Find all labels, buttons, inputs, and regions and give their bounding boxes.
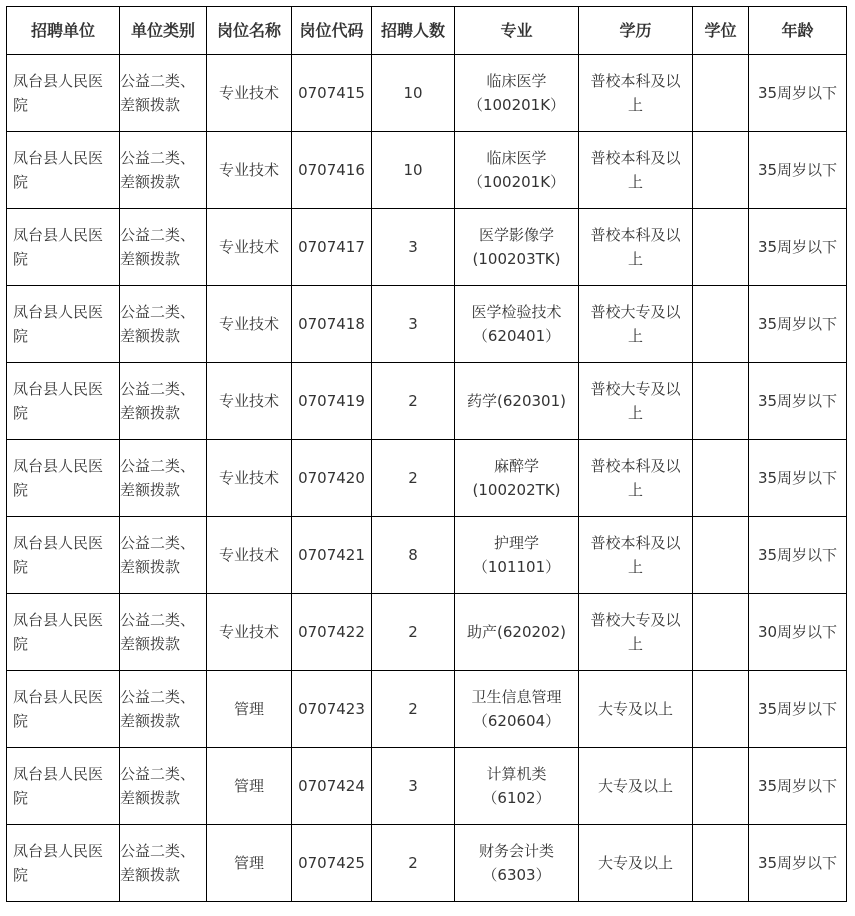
cell-category [120,440,207,517]
cell-education [579,286,693,363]
cell-category [120,55,207,132]
cell-category-line: 公益二类、 [120,380,196,398]
cell-code: 0707416 [292,132,372,209]
cell-position: 专业技术 [207,286,292,363]
cell-unit-line: 院 [13,558,29,576]
cell-major-line: （100201K） [467,173,566,191]
cell-unit-line: 凤台县人民医 [13,842,104,860]
cell-education-line: 大专及以上 [597,700,673,718]
cell-age: 35周岁以下 [749,440,847,517]
cell-category-line: 差额拨款 [120,712,181,730]
header-category: 单位类别 [120,7,207,55]
cell-unit-line: 院 [13,173,29,191]
table-row [7,286,847,363]
cell-category [120,671,207,748]
cell-unit-line: 凤台县人民医 [13,688,104,706]
cell-major [455,286,579,363]
cell-degree [693,594,749,671]
cell-position: 专业技术 [207,440,292,517]
cell-major [455,517,579,594]
cell-major-line: （620401） [472,327,561,345]
cell-code: 0707421 [292,517,372,594]
cell-major-line: 助产(620202) [467,623,566,641]
cell-education-line: 普校本科及以 [590,226,681,244]
cell-count: 10 [372,55,455,132]
cell-position: 专业技术 [207,517,292,594]
header-position: 岗位名称 [207,7,292,55]
cell-degree [693,825,749,902]
cell-unit-line: 院 [13,250,29,268]
cell-count: 2 [372,825,455,902]
header-age: 年龄 [749,7,847,55]
cell-unit [7,132,120,209]
cell-major [455,440,579,517]
cell-major-line: （620604） [472,712,561,730]
cell-code: 0707415 [292,55,372,132]
cell-unit [7,209,120,286]
table-row [7,594,847,671]
cell-major-line: （100201K） [467,96,566,114]
cell-major-line: （6303） [482,866,551,884]
cell-count: 3 [372,209,455,286]
cell-major [455,825,579,902]
cell-unit-line: 凤台县人民医 [13,72,104,90]
cell-major-line: 卫生信息管理 [471,688,562,706]
cell-age: 35周岁以下 [749,209,847,286]
cell-major-line: 药学(620301) [467,392,566,410]
table-row [7,748,847,825]
recruitment-table [6,6,847,902]
cell-age: 35周岁以下 [749,671,847,748]
header-row [7,7,847,55]
cell-category [120,594,207,671]
cell-code: 0707418 [292,286,372,363]
cell-unit-line: 院 [13,96,29,114]
cell-unit [7,363,120,440]
cell-major-line: 财务会计类 [478,842,554,860]
cell-major-line: (100202TK) [472,481,561,499]
table-row [7,132,847,209]
cell-education-line: 普校本科及以 [590,72,681,90]
cell-category [120,748,207,825]
cell-age: 30周岁以下 [749,594,847,671]
cell-degree [693,748,749,825]
cell-degree [693,440,749,517]
cell-unit-line: 凤台县人民医 [13,457,104,475]
cell-code: 0707417 [292,209,372,286]
cell-major [455,594,579,671]
cell-degree [693,517,749,594]
table-row [7,363,847,440]
cell-education-line: 普校大专及以 [590,380,681,398]
cell-position: 专业技术 [207,594,292,671]
cell-unit-line: 凤台县人民医 [13,611,104,629]
cell-unit-line: 院 [13,327,29,345]
cell-unit-line: 院 [13,481,29,499]
cell-major-line: 临床医学 [486,72,547,90]
cell-major [455,748,579,825]
header-major: 专业 [455,7,579,55]
cell-position: 专业技术 [207,132,292,209]
cell-code: 0707425 [292,825,372,902]
cell-position: 专业技术 [207,363,292,440]
cell-education-line: 上 [627,173,643,191]
cell-major-line: 临床医学 [486,149,547,167]
cell-unit-line: 院 [13,789,29,807]
cell-category [120,286,207,363]
cell-major-line: 医学检验技术 [471,303,562,321]
cell-major-line: （6102） [482,789,551,807]
cell-education-line: 大专及以上 [597,777,673,795]
cell-unit [7,517,120,594]
cell-unit-line: 院 [13,404,29,422]
header-unit: 招聘单位 [7,7,120,55]
cell-education [579,748,693,825]
cell-major [455,363,579,440]
cell-position: 专业技术 [207,55,292,132]
cell-count: 2 [372,440,455,517]
cell-unit-line: 凤台县人民医 [13,534,104,552]
cell-category-line: 差额拨款 [120,404,181,422]
cell-code: 0707420 [292,440,372,517]
cell-major-line: 护理学 [493,534,539,552]
cell-education-line: 普校本科及以 [590,534,681,552]
header-code: 岗位代码 [292,7,372,55]
cell-unit [7,286,120,363]
cell-degree [693,209,749,286]
cell-degree [693,363,749,440]
cell-code: 0707423 [292,671,372,748]
cell-code: 0707422 [292,594,372,671]
cell-position: 专业技术 [207,209,292,286]
cell-count: 3 [372,286,455,363]
cell-major-line: 医学影像学 [478,226,554,244]
cell-category [120,132,207,209]
cell-education [579,825,693,902]
cell-category-line: 公益二类、 [120,149,196,167]
cell-education-line: 上 [627,250,643,268]
cell-degree [693,132,749,209]
cell-education-line: 上 [627,481,643,499]
cell-education-line: 上 [627,635,643,653]
cell-unit [7,825,120,902]
cell-category [120,363,207,440]
cell-education-line: 普校本科及以 [590,149,681,167]
cell-category-line: 差额拨款 [120,327,181,345]
cell-education-line: 上 [627,96,643,114]
cell-education [579,440,693,517]
cell-major [455,132,579,209]
cell-major [455,55,579,132]
cell-education [579,55,693,132]
cell-category-line: 差额拨款 [120,481,181,499]
cell-unit-line: 院 [13,866,29,884]
cell-education-line: 普校本科及以 [590,457,681,475]
cell-age: 35周岁以下 [749,286,847,363]
cell-education-line: 普校大专及以 [590,303,681,321]
cell-unit-line: 凤台县人民医 [13,303,104,321]
cell-education [579,517,693,594]
cell-category [120,209,207,286]
cell-code: 0707424 [292,748,372,825]
cell-category [120,825,207,902]
table-row [7,671,847,748]
cell-major [455,671,579,748]
cell-category-line: 公益二类、 [120,226,196,244]
cell-major [455,209,579,286]
cell-category-line: 公益二类、 [120,688,196,706]
cell-category-line: 差额拨款 [120,635,181,653]
cell-education [579,132,693,209]
cell-unit-line: 院 [13,712,29,730]
header-degree: 学位 [693,7,749,55]
cell-degree [693,671,749,748]
table-row [7,825,847,902]
cell-education [579,594,693,671]
cell-education [579,209,693,286]
cell-category-line: 差额拨款 [120,558,181,576]
cell-count: 2 [372,363,455,440]
cell-unit-line: 凤台县人民医 [13,765,104,783]
cell-education-line: 大专及以上 [597,854,673,872]
table-row [7,209,847,286]
cell-category-line: 公益二类、 [120,303,196,321]
cell-education-line: 普校大专及以 [590,611,681,629]
cell-degree [693,55,749,132]
cell-unit [7,748,120,825]
cell-category-line: 公益二类、 [120,72,196,90]
cell-category-line: 差额拨款 [120,250,181,268]
cell-major-line: (100203TK) [472,250,561,268]
cell-count: 2 [372,594,455,671]
cell-category-line: 公益二类、 [120,611,196,629]
cell-unit [7,55,120,132]
cell-count: 3 [372,748,455,825]
cell-age: 35周岁以下 [749,363,847,440]
cell-education-line: 上 [627,404,643,422]
cell-unit [7,594,120,671]
cell-count: 8 [372,517,455,594]
table-row [7,517,847,594]
cell-major-line: （101101） [472,558,561,576]
cell-age: 35周岁以下 [749,132,847,209]
cell-age: 35周岁以下 [749,825,847,902]
cell-unit-line: 凤台县人民医 [13,226,104,244]
header-education: 学历 [579,7,693,55]
cell-age: 35周岁以下 [749,748,847,825]
cell-count: 2 [372,671,455,748]
cell-category-line: 公益二类、 [120,842,196,860]
cell-position: 管理 [207,748,292,825]
cell-code: 0707419 [292,363,372,440]
cell-category [120,517,207,594]
header-count: 招聘人数 [372,7,455,55]
cell-degree [693,286,749,363]
cell-education [579,671,693,748]
cell-unit-line: 凤台县人民医 [13,380,104,398]
cell-category-line: 公益二类、 [120,534,196,552]
cell-unit-line: 凤台县人民医 [13,149,104,167]
cell-education-line: 上 [627,327,643,345]
cell-category-line: 差额拨款 [120,789,181,807]
cell-unit [7,440,120,517]
cell-unit-line: 院 [13,635,29,653]
cell-unit [7,671,120,748]
cell-category-line: 公益二类、 [120,457,196,475]
cell-category-line: 差额拨款 [120,173,181,191]
table-row [7,55,847,132]
cell-category-line: 差额拨款 [120,96,181,114]
cell-count: 10 [372,132,455,209]
cell-position: 管理 [207,825,292,902]
cell-age: 35周岁以下 [749,55,847,132]
cell-age: 35周岁以下 [749,517,847,594]
cell-category-line: 公益二类、 [120,765,196,783]
cell-category-line: 差额拨款 [120,866,181,884]
cell-major-line: 麻醉学 [493,457,539,475]
cell-major-line: 计算机类 [486,765,547,783]
cell-education-line: 上 [627,558,643,576]
cell-education [579,363,693,440]
table-row [7,440,847,517]
cell-position: 管理 [207,671,292,748]
